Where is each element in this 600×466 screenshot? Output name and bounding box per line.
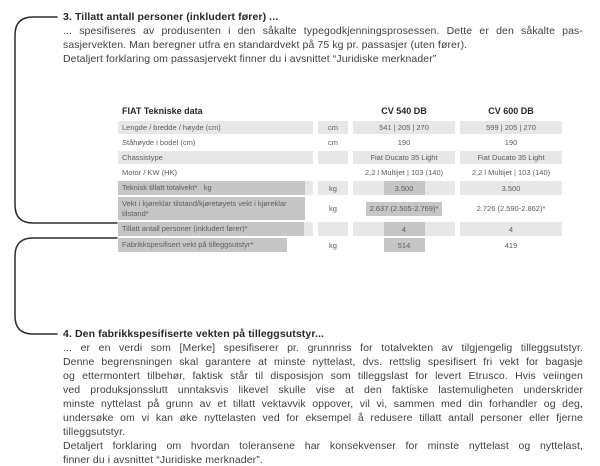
row-value-cv600: 419: [504, 240, 518, 250]
row-value-cv540-highlighted: 514: [384, 238, 425, 252]
row-value-cv540-highlighted: 2.637 (2.505-2.769)*: [366, 202, 443, 216]
row-unit: cm: [318, 121, 348, 134]
text-line: undersøke om vi kan øke nyttelasten ved for eksempel å redusere tillatt antall personer eller fjerne: [63, 412, 583, 424]
row-value-cv600: 2.726 (2.590-2.862)*: [476, 204, 546, 213]
row-value-cv540-highlighted: 4: [384, 222, 425, 236]
section4-heading: 4. Den fabrikkspesifiserte vekten på tilleggsutstyr...: [63, 328, 324, 340]
row-value-cv600: 3.500: [460, 181, 562, 195]
row-unit: [318, 166, 348, 179]
row-unit: kg: [329, 204, 337, 213]
row-value-cv600: 2,2 l Multijet | 103 (140): [471, 168, 551, 177]
bracket-section4-line: [15, 238, 117, 334]
table-row: [118, 238, 562, 252]
row-value-cv600: 599 | 205 | 270: [460, 121, 562, 134]
row-label-highlighted: Vekt i kjøreklar tilstand/kjøretøyets vekt i kjøreklar tilstand*: [118, 197, 305, 220]
row-value-cv540: 541 | 205 | 270: [353, 121, 455, 134]
text-line: minste nyttelast på grunn av et tillatt vektavvik oppover, vil vi, sammen med din forhandler og deg,: [63, 398, 583, 410]
text-line: ... er en verdi som [Merke] spesifiserer pr. grunnriss for totalvekten av tilgjengelig tilleggsutstyr.: [63, 342, 583, 354]
section4-note: [63, 327, 583, 466]
section3-note: [63, 10, 583, 66]
row-label: Motor / KW (HK): [122, 168, 178, 177]
table-row: [118, 121, 562, 134]
row-unit: [318, 151, 348, 164]
table-row: [118, 197, 562, 220]
row-label: Chassistype: [122, 153, 163, 162]
row-value-cv540: 190: [397, 138, 411, 147]
text-line: finner du i avsnittet “Juridiske merknader”.: [63, 454, 263, 466]
text-line: Detaljert forklaring om hvordan toleransene har konsekvenser for minste nyttelast og nyttelast,: [63, 440, 583, 452]
row-value-cv540: 2,2 l Multijet | 103 (140): [364, 168, 444, 177]
tech-data-table: [118, 103, 562, 254]
row-label: Lengde / bredde / høyde (cm): [122, 123, 221, 132]
text-line: sasjervekten. Man beregner utfra en standardvekt på 75 kg pr. passasjer (uten fører).: [63, 39, 468, 51]
row-unit: cm: [328, 138, 338, 147]
text-line: ... spesifiseres av produsenten i den såkalte typegodkjenningsprosessen. Dette er den såkalte pas-: [63, 25, 583, 37]
row-value-cv600: 190: [504, 138, 518, 147]
row-label: Ståhøyde i bodel (cm): [122, 138, 196, 147]
table-header-row: [118, 103, 562, 118]
table-row: [118, 181, 562, 195]
row-label-highlighted: Fabrikkspesifisert vekt på tilleggsutstyr*: [118, 238, 287, 252]
text-line: ved produksjonsslutt unntaksvis likevel skulle vise at den faktiske lastemuligheten underskrider: [63, 384, 583, 396]
row-unit: kg: [329, 240, 337, 250]
row-label-highlighted: Tillatt antall personer (inkludert fører)*: [118, 222, 304, 236]
column-header-cv540: CV 540 DB: [381, 105, 427, 116]
row-value-cv600: 4: [460, 222, 562, 236]
row-label-highlighted: Teknisk tillatt totalvekt* kg: [118, 181, 305, 195]
section3-heading: 3. Tillatt antall personer (inkludert fører) ...: [63, 11, 279, 23]
text-line: tilleggsutstyr.: [63, 426, 126, 438]
column-header-cv600: CV 600 DB: [488, 105, 534, 116]
table-row: [118, 166, 562, 179]
table-title: FIAT Tekniske data: [122, 105, 203, 116]
row-value-cv540-highlighted: 3.500: [384, 181, 425, 195]
table-row: [118, 151, 562, 164]
row-value-cv540: Fiat Ducato 35 Light: [353, 151, 455, 164]
table-row: [118, 222, 562, 236]
row-value-cv600: Fiat Ducato 35 Light: [460, 151, 562, 164]
text-line: Denne begrensningen skal garantere at minste nyttelast, dvs. rettslig spesifisert fri vekt for bagasje: [63, 356, 583, 368]
row-unit: kg: [318, 181, 348, 195]
table-row: [118, 136, 562, 149]
row-unit: [318, 222, 348, 236]
text-line: Detaljert forklaring om passasjervekt finner du i avsnittet “Juridiske merknader”: [63, 53, 437, 65]
text-line: og ettermontert tilbehør, faktisk står til disposisjon som tilleggslast for levert Etrusco. Hvis veiingen: [63, 370, 583, 382]
